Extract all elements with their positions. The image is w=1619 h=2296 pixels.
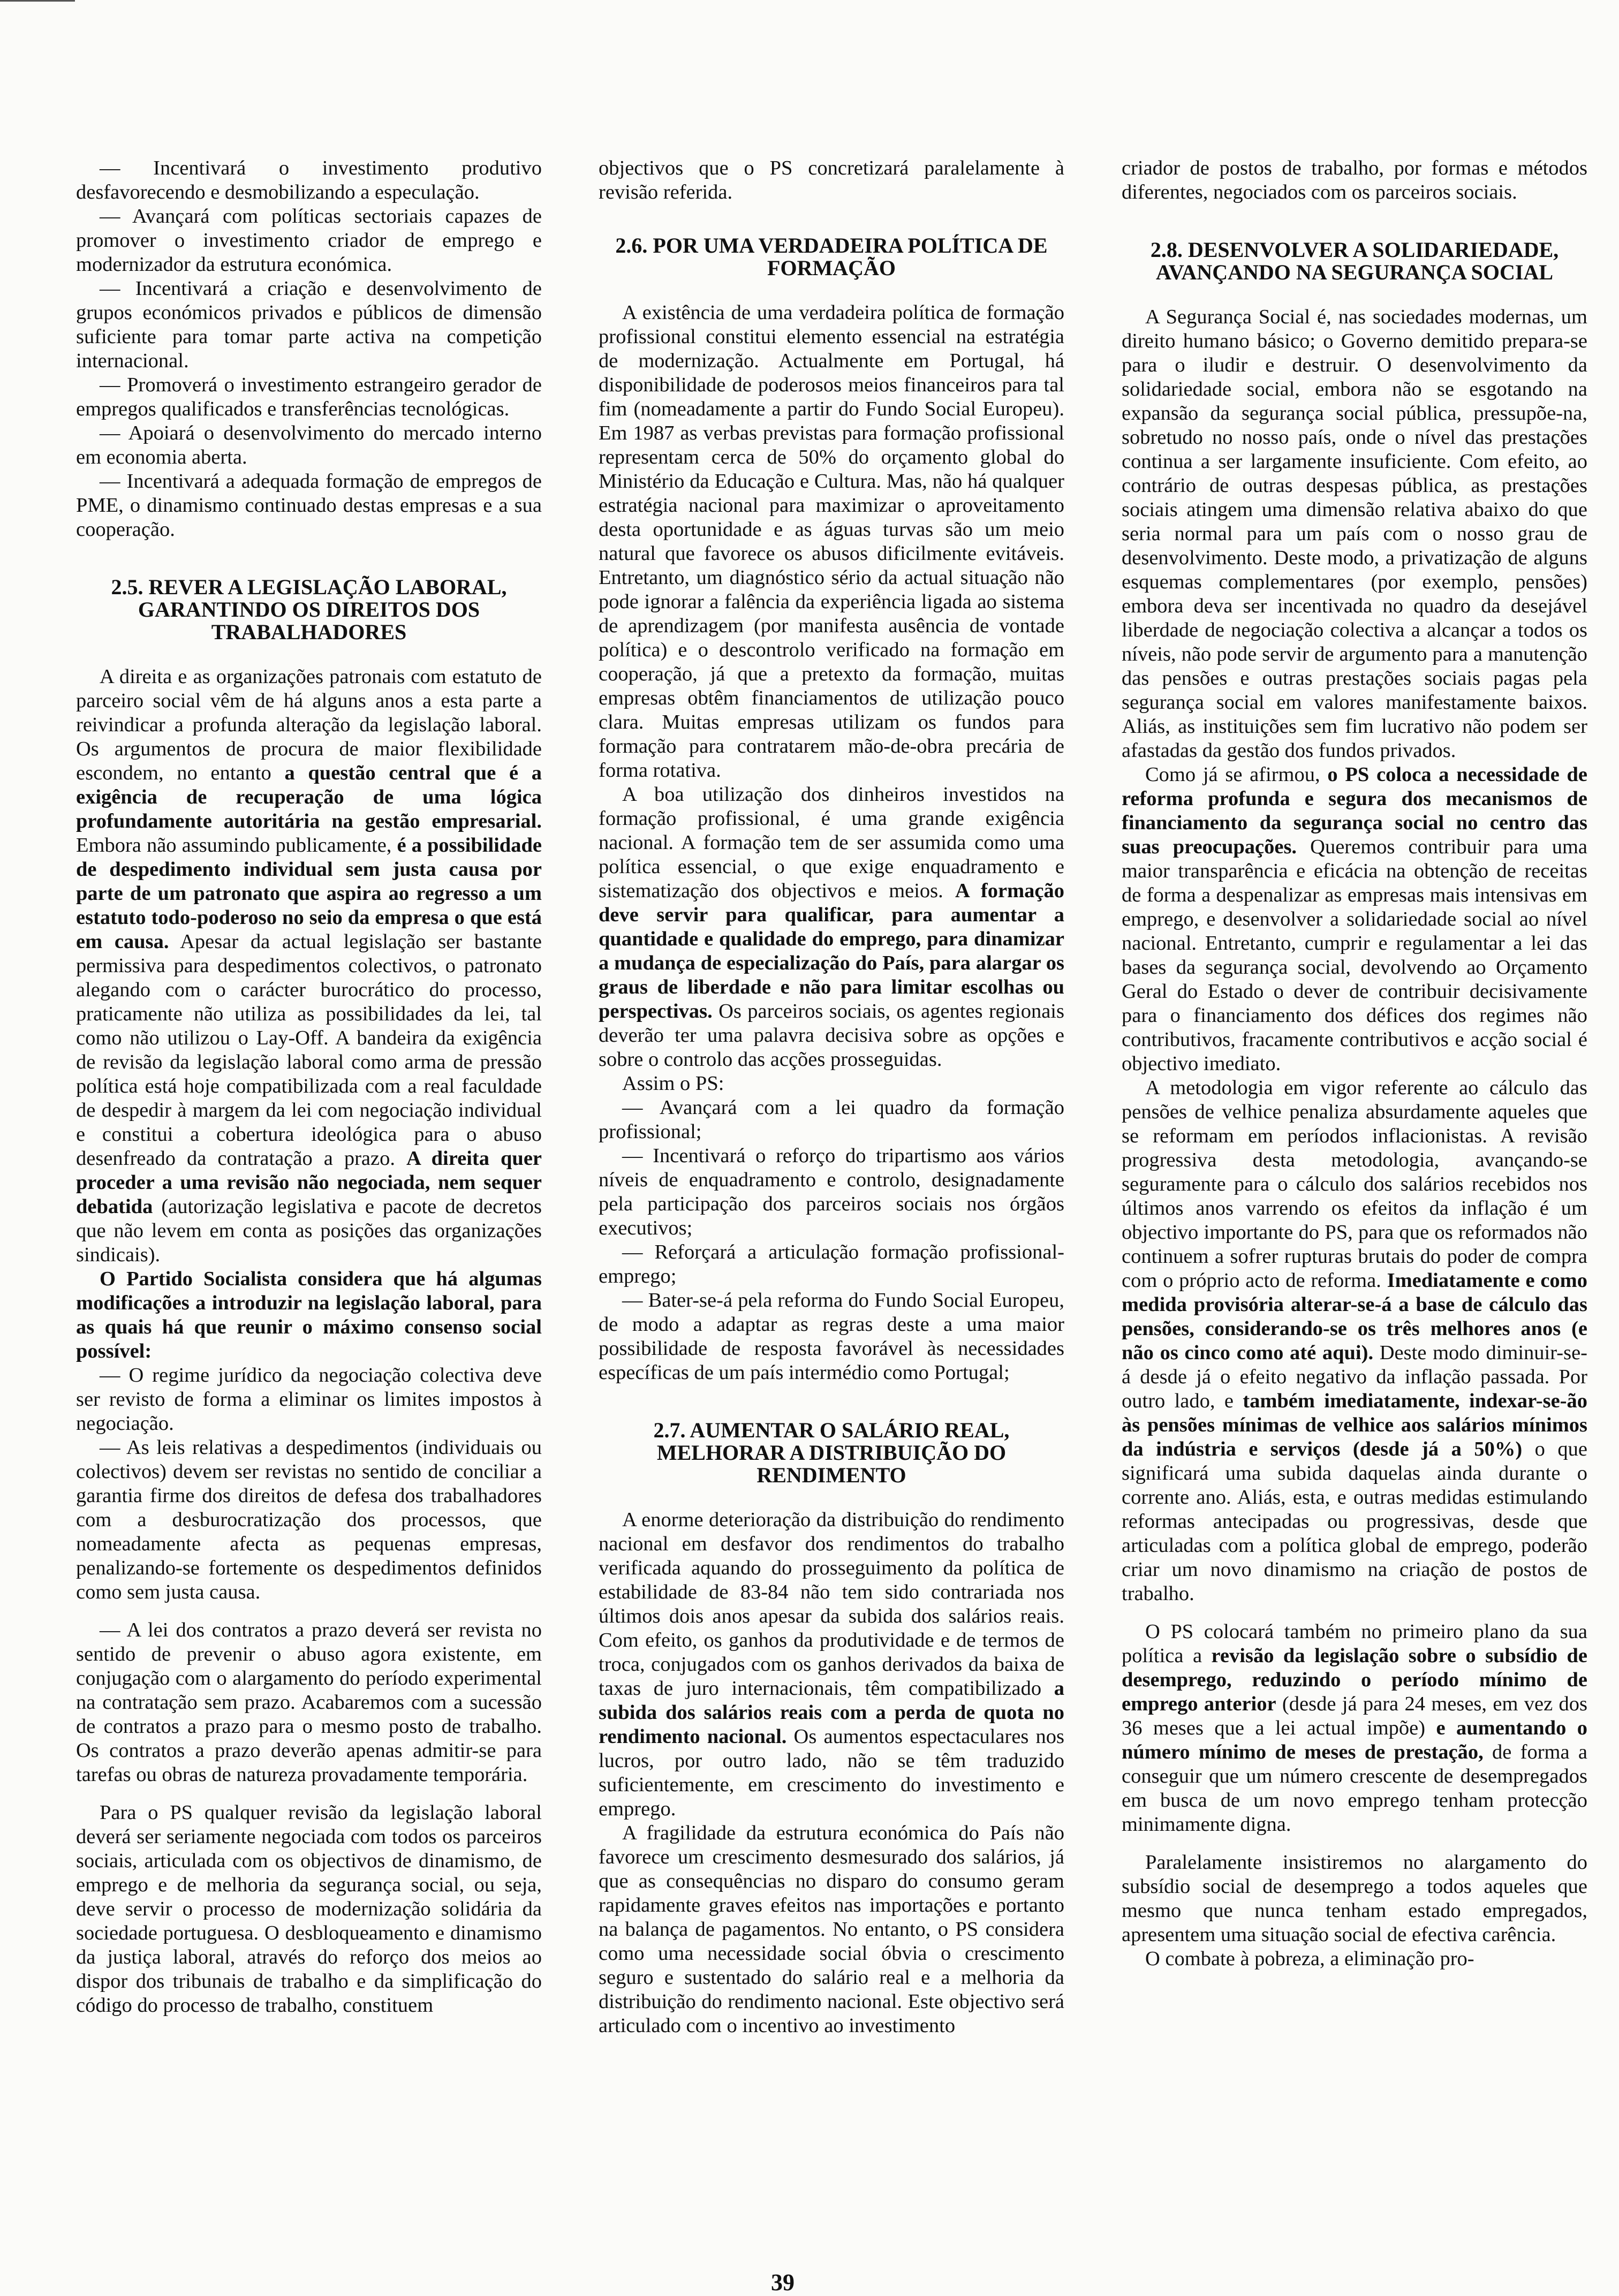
bold-text-run: A formação deve servir para qualificar, para aumentar a quantidade e qualidade do emprego, para dinamizar a mudança de especialização do País, para alargar os graus de liberdade e não para limitar escolhas ou perspectivas. <box>599 880 1065 1022</box>
text-run: — Promoverá o investimento estrangeiro gerador de empregos qualificados e transferências tecnológicas. <box>76 374 542 420</box>
text-run: — Avançará com políticas sectoriais capazes de promover o investimento criador de emprego e modernizador da estrutura económica. <box>76 205 542 276</box>
paragraph <box>76 469 542 542</box>
paragraph <box>76 1363 542 1436</box>
bold-text-run: o PS coloca a necessidade de reforma profunda e segura dos mecanismos de financiamento da segurança social no centro das suas preocupações. <box>1122 763 1587 858</box>
text-run: Assim o PS: <box>622 1072 724 1095</box>
paragraph <box>76 277 542 373</box>
paragraph <box>1122 1076 1587 1606</box>
bold-text-run: revisão da legislação sobre o subsídio de desemprego, reduzindo o período mínimo de emprego anterior <box>1122 1645 1587 1715</box>
text-run: — Incentivará a adequada formação de empregos de PME, o dinamismo continuado destas empresas e a sua cooperação. <box>76 470 542 541</box>
text-run: Paralelamente insistiremos no alargamento do subsídio social de desemprego a todos aqueles que mesmo que nunca tenham estado empregados, apresentem uma situação social de efectiva carência. <box>1122 1851 1587 1946</box>
paragraph <box>599 783 1064 1072</box>
paragraph <box>599 1096 1064 1144</box>
bold-text-run: também imediatamente, indexar-se-ão às pensões mínimas de velhice aos salários mínimos da indústria e serviços (desde já a 50%) <box>1122 1390 1587 1460</box>
text-run: o que significará uma subida daquelas ainda durante o corrente ano. Aliás, esta, e outras medidas estimulando reformas antecipadas ou progressivas, desde que articuladas com a política global de emprego, poderão criar um novo dinamismo na criação de postos de trabalho. <box>1122 1438 1587 1605</box>
text-run: A metodologia em vigor referente ao cálculo das pensões de velhice penaliza absurdamente aqueles que se reformam em períodos inflacionistas. A revisão progressiva desta metodologia, avançando-se seguramente para o cálculo dos salários recebidos nos últimos anos varrendo os efeitos da inflação é um objectivo importante do PS, para que os reformados não continuem a sofrer rupturas brutais do poder de compra com o próprio acto de reforma. <box>1122 1077 1587 1292</box>
paragraph <box>76 1267 542 1363</box>
text-run: — Reforçará a articulação formação profissional-emprego; <box>599 1241 1064 1287</box>
paragraph <box>76 1618 542 1787</box>
text-run: Embora não assumindo publicamente, <box>76 834 397 857</box>
bold-text-run: A direita quer proceder a uma revisão não negociada, nem sequer debatida <box>76 1147 542 1218</box>
paragraph <box>1122 1620 1587 1837</box>
text-run: — Apoiará o desenvolvimento do mercado interno em economia aberta. <box>76 422 542 468</box>
paragraph <box>599 1144 1064 1240</box>
text-run: A existência de uma verdadeira política de formação profissional constitui elemento essencial na estratégia de modernização. Actualmente em Portugal, há disponibilidade de poderosos meios financeiros para tal fim (nomeadamente a partir do Fundo Social Europeu). Em 1987 as verbas previstas para formação profissional representam cerca de 50% do orçamento global do Ministério da Educação e Cultura. Mas, não há qualquer estratégia nacional para maximizar o aproveitamento desta oportunidade e as águas turvas são um meio natural que favorece os abusos dificilmente evitáveis. Entretanto, um diagnóstico sério da actual situação não pode ignorar a falência da experiência ligada ao sistema de aprendizagem (por manifesta ausência de vontade política) e o descontrolo verificado na formação em cooperação, já que a pretexto da formação, muitas empresas obtêm financiamentos de utilização pouco clara. Muitas empresas utilizam os fundos para formação para contratarem mão-de-obra precária de forma rotativa. <box>599 301 1064 782</box>
paragraph <box>1122 1947 1587 1971</box>
text-run: A Segurança Social é, nas sociedades modernas, um direito humano básico; o Governo demitido prepara-se para o iludir e destruir. O desenvolvimento da solidariedade social, embora não se esgotando na expansão da segurança social pública, pressupõe-na, sobretudo no nosso país, onde o nível das prestações continua a ser largamente insuficiente. Com efeito, ao contrário de outras despesas pública, as prestações sociais atingem uma dimensão relativa abaixo do que seria normal para um país com o nosso grau de desenvolvimento. Deste modo, a privatização de alguns esquemas complementares (por exemplo, pensões) embora deva ser incentivada no quadro da desejável liberdade de negociação colectiva a alcançar a todos os níveis, não pode servir de argumento para a manutenção das pensões e outras prestações sociais pagas pela segurança social em valores manifestamente baixos. Aliás, as instituições sem fim lucrativo não podem ser afastadas da gestão dos fundos privados. <box>1122 306 1587 762</box>
text-run: criador de postos de trabalho, por formas e métodos diferentes, negociados com os parceiros sociais. <box>1122 157 1587 203</box>
text-run: — Incentivará o investimento produtivo desfavorecendo e desmobilizando a especulação. <box>76 157 542 203</box>
section-heading: 2.6. POR UMA VERDADEIRA POLÍTICA DE FORMAÇÃO <box>615 233 1048 280</box>
section-heading: 2.5. REVER A LEGISLAÇÃO LABORAL, GARANTINDO OS DIREITOS DOS TRABALHADORES <box>111 575 507 644</box>
page-number: 39 <box>771 2269 795 2295</box>
text-run: objectivos que o PS concretizará paralelamente à revisão referida. <box>599 157 1064 203</box>
text-run: — A lei dos contratos a prazo deverá ser revista no sentido de prevenir o abuso agora existente, em conjugação com o alargamento do período experimental na contratação sem prazo. Acabaremos com a sucessão de contratos a prazo para o mesmo posto de trabalho. Os contratos a prazo deverão apenas admitir-se para tarefas ou obras de natureza provadamente temporária. <box>76 1619 542 1786</box>
text-run: — As leis relativas a despedimentos (individuais ou colectivos) devem ser revistas no sentido de conciliar a garantia firme dos direitos de defesa dos trabalhadores com a desburocratização dos processos, que nomeadamente afecta as pequenas empresas, penalizando-se fortemente os despedimentos definidos como sem justa causa. <box>76 1436 542 1603</box>
section-heading: 2.8. DESENVOLVER A SOLIDARIEDADE, AVANÇANDO NA SEGURANÇA SOCIAL <box>1150 238 1559 284</box>
text-run: — Avançará com a lei quadro da formação profissional; <box>599 1096 1064 1143</box>
text-column-middle <box>599 156 1064 2038</box>
text-run: A enorme deterioração da distribuição do rendimento nacional em desfavor dos rendimentos do trabalho verificada aquando do prosseguimento da política de estabilidade de 83-84 não tem sido contrariada nos últimos dois anos apesar da subida dos salários reais. Com efeito, os ganhos da produtividade e de termos de troca, conjugados com os ganhos derivados da baixa de taxas de juro internacionais, têm compatibilizado <box>599 1509 1064 1700</box>
text-run: O PS colocará também no primeiro plano da sua política a <box>1122 1620 1587 1667</box>
paragraph <box>76 421 542 469</box>
paragraph <box>599 1240 1064 1289</box>
text-column-left <box>76 156 542 2018</box>
text-run: Para o PS qualquer revisão da legislação laboral deverá ser seriamente negociada com todos os parceiros sociais, articulada com os objectivos de dinamismo, de emprego e de melhoria da segurança social, ou seja, deve servir o processo de modernização solidária da sociedade portuguesa. O desbloqueamento e dinamismo da justiça laboral, através do reforço dos meios ao dispor dos tribunais de trabalho e da simplificação do código do processo de trabalho, constituem <box>76 1801 542 2017</box>
paragraph <box>76 1436 542 1604</box>
text-run: O combate à pobreza, a eliminação pro- <box>1145 1948 1474 1970</box>
paragraph <box>599 156 1064 204</box>
bold-text-run: a questão central que é a exigência de recuperação de uma lógica profundamente autoritária na gestão empresarial. <box>76 762 542 832</box>
text-run: — Incentivará a criação e desenvolvimento de grupos económicos privados e públicos de dimensão suficiente para tomar parte activa na competição internacional. <box>76 277 542 372</box>
text-run: A boa utilização dos dinheiros investidos na formação profissional, é uma grande exigência nacional. A formação tem de ser assumida como uma política essencial, o que exige enquadramento e sistematização dos objectivos e meios. <box>599 783 1064 902</box>
paragraph <box>1122 156 1587 204</box>
bold-text-run: é a possibilidade de despedimento individual sem justa causa por parte de um patronato que aspira ao regresso a um estatuto todo-poderoso no seio da empresa o que está em causa. <box>76 834 542 953</box>
paragraph <box>599 301 1064 783</box>
text-run: — O regime jurídico da negociação colectiva deve ser revisto de forma a eliminar os limites impostos à negociação. <box>76 1364 542 1435</box>
bold-text-run: O Partido Socialista considera que há algumas modificações a introduzir na legislação laboral, para as quais há que reunir o máximo consenso social possível: <box>76 1268 542 1362</box>
paragraph <box>76 204 542 277</box>
paragraph <box>599 1289 1064 1385</box>
text-run: Deste modo diminuir-se-á desde já o efeito negativo da inflação passada. Por outro lado, e <box>1122 1342 1587 1412</box>
text-run: A direita e as organizações patronais com estatuto de parceiro social vêm de há alguns anos a esta parte a reivindicar a profunda alteração da legislação laboral. Os argumentos de procura de maior flexibilidade escondem, no entanto <box>76 665 542 784</box>
text-run: — Bater-se-á pela reforma do Fundo Social Europeu, de modo a adaptar as regras deste a uma maior possibilidade de resposta favorável às necessidades específicas de um país intermédio como Portugal; <box>599 1289 1064 1384</box>
text-run: A fragilidade da estrutura económica do País não favorece um crescimento desmesurado dos salários, já que as consequências no disparo do consumo geram rapidamente graves efeitos nas importações e portanto na balança de pagamentos. No entanto, o PS considera como uma necessidade social óbvia o crescimento seguro e sustentado do salário real e a melhoria da distribuição do rendimento nacional. Este objectivo será articulado com o incentivo ao investimento <box>599 1822 1064 2037</box>
text-run: Os aumentos espectaculares nos lucros, por outro lado, não se têm traduzido suficientemente, em crescimento do investimento e emprego. <box>599 1725 1064 1820</box>
scan-corner-mark <box>0 0 75 7</box>
bold-text-run: Imediatamente e como medida provisória alterar-se-á a base de cálculo das pensões, considerando-se os três melhores anos (e não os cinco como até aqui). <box>1122 1269 1587 1364</box>
text-run: Queremos contribuir para uma maior transparência e eficácia na obtenção de receitas de forma a despenalizar as empresas mais intensivas em emprego, e desenvolver a solidariedade social ao nível nacional. Entretanto, cumprir e regulamentar a lei das bases da segurança social, devolvendo ao Orçamento Geral do Estado o dever de contribuir decisivamente para o financiamento dos défices dos regimes não contributivos, fracamente contributivos e acção social é objectivo imediato. <box>1122 836 1587 1075</box>
text-run: Os parceiros sociais, os agentes regionais deverão ter uma palavra decisiva sobre as opções e sobre o controlo das acções prosseguidas. <box>599 1000 1064 1071</box>
bold-text-run: a subida dos salários reais com a perda de quota no rendimento nacional. <box>599 1677 1064 1748</box>
paragraph <box>599 1072 1064 1096</box>
text-run: Como já se afirmou, <box>1145 763 1328 786</box>
paragraph <box>599 1508 1064 1821</box>
paragraph <box>76 156 542 204</box>
paragraph <box>76 373 542 421</box>
text-run: (autorização legislativa e pacote de decretos que não levem em conta as posições das organizações sindicais). <box>76 1195 542 1266</box>
paragraph <box>1122 305 1587 763</box>
paragraph <box>76 1801 542 2018</box>
text-run: Apesar da actual legislação ser bastante permissiva para despedimentos colectivos, o patronato alegando com o carácter burocrático do processo, praticamente não utiliza as possibilidades da lei, tal como não utilizou o Lay-Off. A bandeira da exigência de revisão da legislação laboral como arma de pressão política está hoje compatibilizada com a real faculdade de despedir à margem da lei com negociação individual e constitui a cobertura ideológica para o abuso desenfreado da contratação a prazo. <box>76 930 542 1170</box>
paragraph <box>1122 1851 1587 1947</box>
text-run: de forma a conseguir que um número crescente de desempregados em busca de um novo emprego tenham protecção minimamente digna. <box>1122 1741 1587 1836</box>
paragraph <box>76 665 542 1267</box>
text-column-right <box>1122 156 1587 1971</box>
paragraph <box>599 1821 1064 2038</box>
text-run: — Incentivará o reforço do tripartismo aos vários níveis de enquadramento e controlo, designadamente pela participação dos parceiros sociais nos órgãos executivos; <box>599 1145 1064 1239</box>
text-run: (desde já para 24 meses, em vez dos 36 meses que a lei actual impõe) <box>1122 1693 1587 1739</box>
bold-text-run: e aumentando o número mínimo de meses de prestação, <box>1122 1717 1587 1763</box>
paragraph <box>1122 763 1587 1076</box>
section-heading: 2.7. AUMENTAR O SALÁRIO REAL, MELHORAR A DISTRIBUIÇÃO DO RENDIMENTO <box>653 1418 1010 1487</box>
